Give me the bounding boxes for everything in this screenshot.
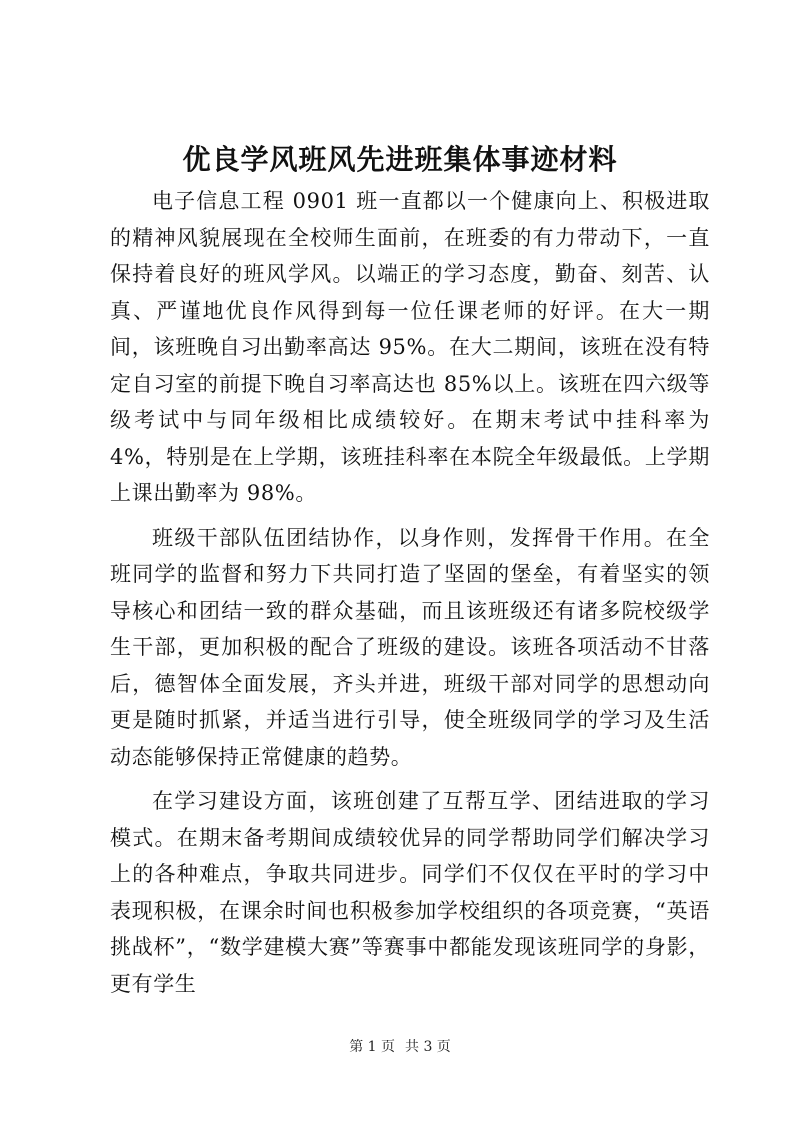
paragraph-class-overview: 电子信息工程 0901 班一直都以一个健康向上、积极进取的精神风貌展现在全校师生面前，在班委的有力带动下，一直保持着良好的班风学风。以端正的学习态度，勤奋、刻苦、认真、严谨地优良作风得到每一位任课老师的好评。在大一期间，该班晚自习出勤率高达 95%。在大二期间，该班在没有特定自习室的前提下晚自习率高达也 85%以上。该班在四六级等级考试中与同年级相比成绩较好。在期末考试中挂科率为 4%，特别是在上学期，该班挂科率在本院全年级最低。上学期上课出勤率为 98%。 <box>110 189 710 505</box>
paragraph-study-building: 在学习建设方面，该班创建了互帮互学、团结进取的学习模式。在期末备考期间成绩较优异的同学帮助同学们解决学习上的各种难点，争取共同进步。同学们不仅仅在平时的学习中表现积极，在课余时间也积极参加学校组织的各项竞赛，“英语挑战杯”，“数学建模大赛”等赛事中都能发现该班同学的身影，更有学生 <box>110 789 710 996</box>
paragraph-class-cadres: 班级干部队伍团结协作，以身作则，发挥骨干作用。在全班同学的监督和努力下共同打造了坚固的堡垒，有着坚实的领导核心和团结一致的群众基础，而且该班级还有诸多院校级学生干部，更加积极的配合了班级的建设。该班各项活动不甘落后，德智体全面发展，齐头并进，班级干部对同学的思想动向更是随时抓紧，并适当进行引导，使全班级同学的学习及生活动态能够保持正常健康的趋势。 <box>110 525 710 769</box>
page-number: 第 1 页 <box>349 1039 395 1055</box>
document-body <box>110 183 710 1010</box>
page-total: 共 3 页 <box>405 1039 451 1055</box>
page-footer <box>0 1037 800 1057</box>
document-title: 优良学风班风先进班集体事迹材料 <box>182 143 618 176</box>
